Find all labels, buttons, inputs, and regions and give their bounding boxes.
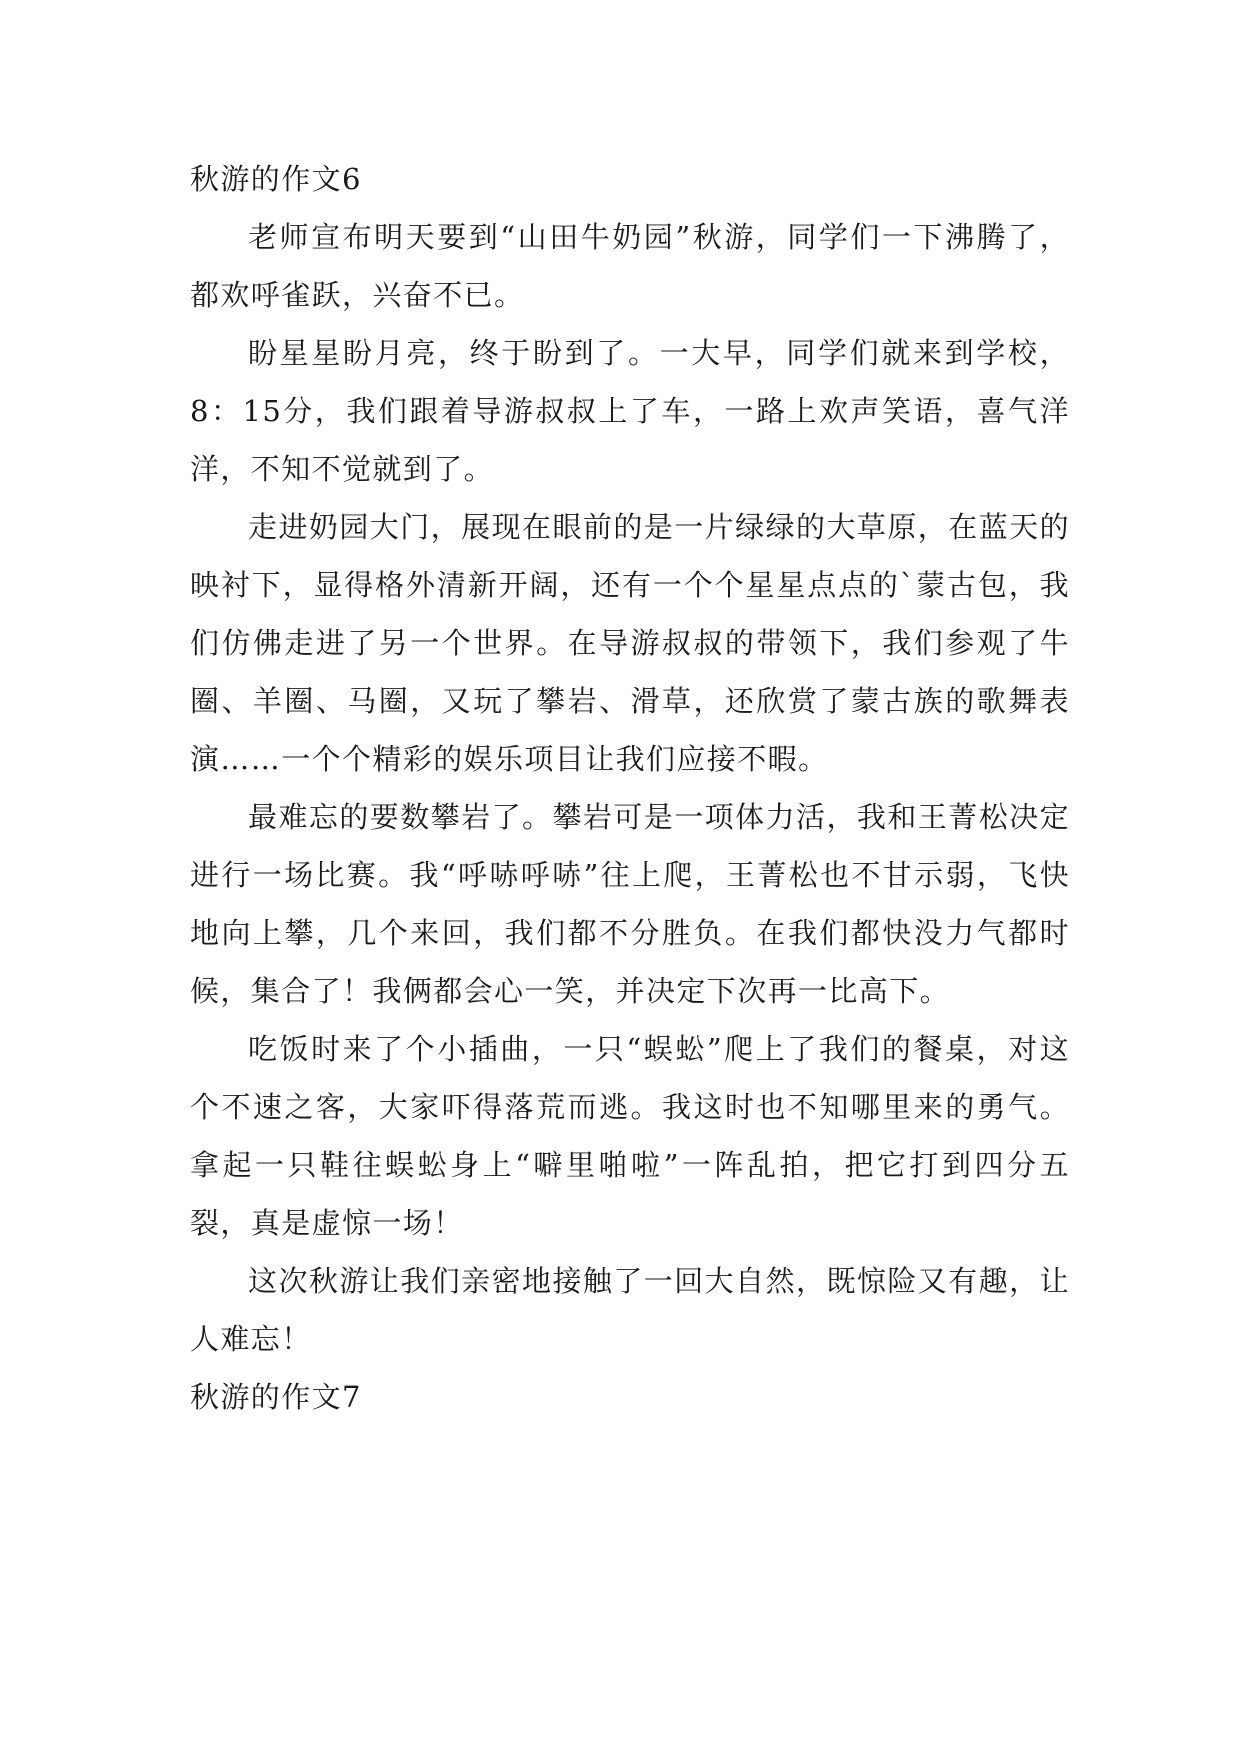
paragraph-departure: 盼星星盼月亮，终于盼到了。一大早，同学们就来到学校，8：15分，我们跟着导游叔叔上了车，一路上欢声笑语，喜气洋洋，不知不觉就到了。	[190, 336, 1070, 486]
paragraph-announcement: 老师宣布明天要到“山田牛奶园”秋游，同学们一下沸腾了，都欢呼雀跃，兴奋不已。	[190, 220, 1070, 312]
essay-title-6: 秋游的作文6	[190, 162, 362, 196]
paragraph-conclusion: 这次秋游让我们亲密地接触了一回大自然，既惊险又有趣，让人难忘！	[190, 1264, 1070, 1356]
paragraph-climbing: 最难忘的要数攀岩了。攀岩可是一项体力活，我和王菁松决定进行一场比赛。我“呼哧呼哧”往上爬，王菁松也不甘示弱，飞快地向上攀，几个来回，我们都不分胜负。在我们都快没力气都时候，集合了！我俩都会心一笑，并决定下次再一比高下。	[190, 800, 1070, 1008]
document-body	[190, 150, 1070, 1426]
paragraph-grassland: 走进奶园大门，展现在眼前的是一片绿绿的大草原，在蓝天的映衬下，显得格外清新开阔，还有一个个星星点点的`蒙古包，我们仿佛走进了另一个世界。在导游叔叔的带领下，我们参观了牛圈、羊圈、马圈，又玩了攀岩、滑草，还欣赏了蒙古族的歌舞表演……一个个精彩的娱乐项目让我们应接不暇。	[190, 510, 1070, 776]
essay-title-7: 秋游的作文7	[190, 1380, 362, 1414]
paragraph-centipede: 吃饭时来了个小插曲，一只“蜈蚣”爬上了我们的餐桌，对这个不速之客，大家吓得落荒而逃。我这时也不知哪里来的勇气。拿起一只鞋往蜈蚣身上“噼里啪啦”一阵乱拍，把它打到四分五裂，真是虚惊一场！	[190, 1032, 1070, 1240]
